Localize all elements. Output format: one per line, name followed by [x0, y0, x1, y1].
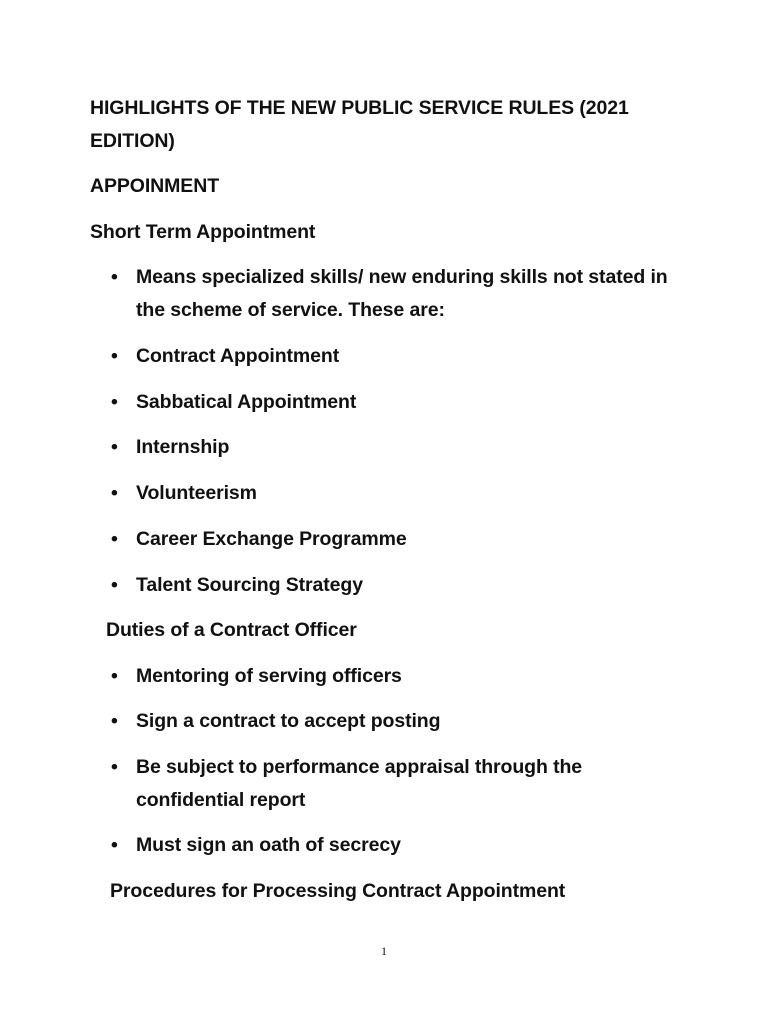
list-item-text: Career Exchange Programme: [136, 528, 407, 550]
bullet-icon: •: [111, 574, 118, 596]
document-title-line-1: HIGHLIGHTS OF THE NEW PUBLIC SERVICE RULES (2021: [90, 97, 629, 119]
list-item-text: Internship: [136, 436, 230, 458]
list-item-text: Mentoring of serving officers: [136, 665, 402, 687]
bullet-icon: •: [111, 665, 118, 687]
page-number: 1: [381, 944, 387, 958]
list-item-text: Sign a contract to accept posting: [136, 710, 441, 732]
duties-heading: Duties of a Contract Officer: [106, 619, 357, 641]
bullet-icon: •: [111, 710, 118, 732]
subsection-heading: Short Term Appointment: [90, 221, 316, 243]
procedures-heading: Procedures for Processing Contract Appointment: [110, 880, 566, 902]
list-item-text: Talent Sourcing Strategy: [136, 574, 363, 596]
bullet-icon: •: [111, 834, 118, 856]
list-item-text: Contract Appointment: [136, 345, 340, 367]
list-item-text: Volunteerism: [136, 482, 257, 504]
bullet-icon: •: [111, 528, 118, 550]
bullet-icon: •: [111, 266, 118, 288]
bullet-icon: •: [111, 756, 118, 778]
bullet-icon: •: [111, 482, 118, 504]
bullet-icon: •: [111, 436, 118, 458]
section-heading: APPOINMENT: [90, 175, 220, 197]
bullet-icon: •: [111, 391, 118, 413]
list-item-text: Be subject to performance appraisal through the confidential report: [136, 756, 583, 811]
document-title-line-2: EDITION): [90, 130, 175, 152]
list-item-text: Means specialized skills/ new enduring skills not stated in the scheme of service. These are:: [136, 266, 668, 321]
bullet-icon: •: [111, 345, 118, 367]
list-item-text: Sabbatical Appointment: [136, 391, 357, 413]
list-item-text: Must sign an oath of secrecy: [136, 834, 401, 856]
